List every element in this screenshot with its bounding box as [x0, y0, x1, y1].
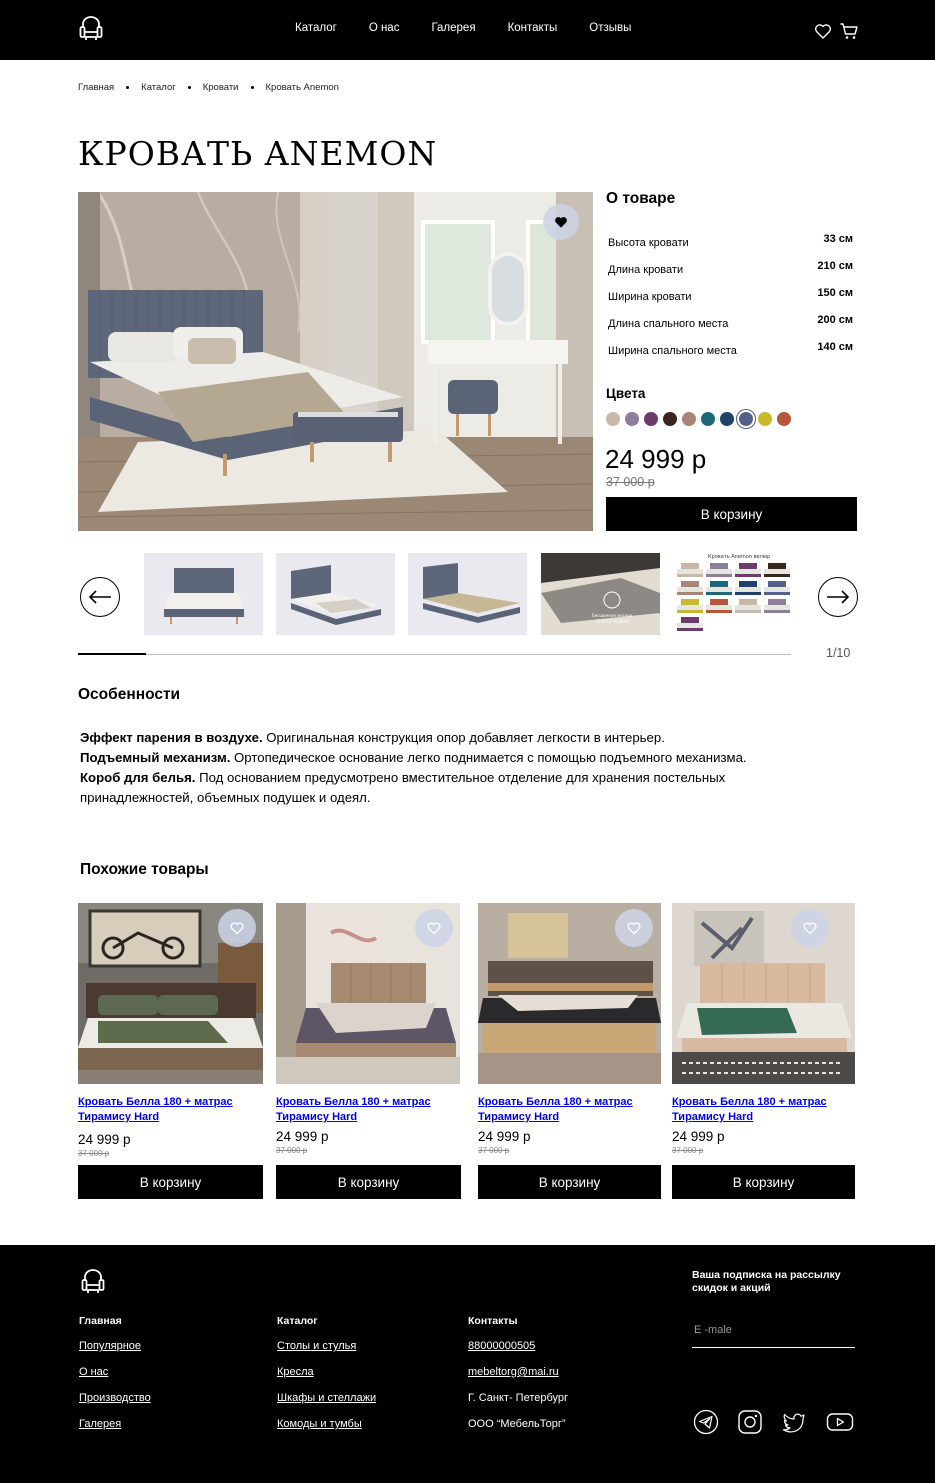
thumb-bed-base: [677, 610, 703, 613]
thumb-bed-base: [677, 592, 703, 595]
card-favorite-button[interactable]: [415, 909, 453, 947]
gallery-thumb-3[interactable]: [408, 553, 527, 635]
feature-item: [80, 728, 780, 748]
favorites-heart-icon[interactable]: [813, 21, 833, 41]
spec-value: 210 см: [817, 260, 853, 272]
nav-catalog[interactable]: Каталог: [295, 22, 337, 34]
thumb-bed-base: [735, 574, 761, 577]
color-swatch[interactable]: [625, 412, 639, 426]
gallery-thumb-5[interactable]: [673, 553, 792, 635]
color-swatches: [606, 412, 791, 426]
product-card: [478, 903, 661, 1199]
footer-email[interactable]: mebeltorg@mai.ru: [468, 1366, 559, 1378]
feature-text: Под основанием предусмотрено вместительное отделение для хранения постельных принадлежностей, объемных подушек и одеял.: [80, 770, 726, 805]
thumb-caption: Бесшумное мягкое: [591, 613, 633, 618]
footer-link[interactable]: Шкафы и стеллажи: [277, 1392, 377, 1404]
thumb-bed-base: [677, 628, 703, 631]
nav-contacts[interactable]: Контакты: [507, 22, 558, 34]
spec-label: Длина кровати: [608, 264, 684, 276]
heart-outline-icon: [626, 920, 642, 936]
heart-outline-icon: [802, 920, 818, 936]
card-old-price: 37 000 р: [478, 1146, 510, 1155]
thumb-caption: ЛЕГКАЯ УБОРКА: [595, 619, 629, 624]
subscribe-email-input[interactable]: [692, 1313, 855, 1348]
page-title: КРОВАТЬ ANEMON: [78, 134, 438, 173]
color-swatch[interactable]: [644, 412, 658, 426]
nav-about[interactable]: О нас: [368, 22, 400, 34]
card-old-price: 37 000 р: [276, 1146, 308, 1155]
footer-link[interactable]: Комоды и тумбы: [277, 1418, 362, 1430]
add-to-cart-button[interactable]: В корзину: [606, 497, 857, 531]
thumb-bed-headboard: [710, 599, 728, 605]
heart-outline-icon: [229, 920, 245, 936]
thumb-bed-base: [677, 574, 703, 577]
thumb-caption: Кровать Anemon велюр: [708, 554, 771, 560]
footer-contacts-heading: Контакты: [468, 1315, 518, 1327]
product-card: [78, 903, 263, 1199]
thumb-bed-base: [706, 610, 732, 613]
card-price: 24 999 р: [78, 1132, 131, 1147]
thumb-bed-headboard: [681, 581, 699, 587]
breadcrumb-beds[interactable]: Кровати: [202, 82, 239, 93]
breadcrumb-separator: [251, 86, 254, 89]
gallery-counter: 1/10: [826, 646, 851, 660]
breadcrumb-home[interactable]: Главная: [78, 82, 115, 93]
footer-phone[interactable]: 88000000505: [468, 1340, 536, 1352]
colors-title: Цвета: [606, 386, 646, 401]
card-product-name[interactable]: Кровать Белла 180 + матрас Тирамису Hard: [672, 1096, 827, 1123]
cart-icon[interactable]: [839, 21, 859, 41]
footer-link[interactable]: Галерея: [79, 1418, 122, 1430]
thumb-bed-headboard: [710, 581, 728, 587]
feature-heading: Эффект парения в воздухе.: [80, 730, 263, 745]
card-favorite-button[interactable]: [615, 909, 653, 947]
thumb-bed-base: [764, 610, 790, 613]
color-swatch[interactable]: [720, 412, 734, 426]
card-add-to-cart-button[interactable]: В корзину: [672, 1165, 855, 1199]
breadcrumb-catalog[interactable]: Каталог: [141, 82, 176, 93]
thumb-bed-headboard: [681, 599, 699, 605]
card-price: 24 999 р: [478, 1129, 531, 1144]
gallery-progress-fill: [78, 653, 146, 655]
card-add-to-cart-button[interactable]: В корзину: [276, 1165, 461, 1199]
footer-link[interactable]: О нас: [79, 1366, 109, 1378]
footer-catalog-link[interactable]: Каталог: [277, 1315, 318, 1327]
footer-link[interactable]: Кресла: [277, 1366, 314, 1378]
product-card: [672, 903, 855, 1199]
card-favorite-button[interactable]: [791, 909, 829, 947]
breadcrumb-separator: [188, 86, 191, 89]
breadcrumb-separator: [126, 86, 129, 89]
logo-armchair-icon[interactable]: [78, 16, 104, 42]
card-old-price: 37 000 р: [78, 1149, 110, 1158]
telegram-icon[interactable]: [693, 1409, 719, 1435]
main-nav: [295, 22, 663, 34]
thumb-bed-headboard: [739, 599, 757, 605]
product-main-image[interactable]: [78, 192, 593, 531]
thumb-bed-headboard: [739, 581, 757, 587]
card-product-name[interactable]: Кровать Белла 180 + матрас Тирамису Hard: [78, 1096, 233, 1123]
feature-item: [80, 768, 780, 808]
product-old-price: 37 000 р: [606, 475, 655, 489]
footer-link[interactable]: Производство: [79, 1392, 151, 1404]
nav-gallery[interactable]: Галерея: [431, 22, 476, 34]
card-price: 24 999 р: [276, 1129, 329, 1144]
thumb-bed-base: [735, 610, 761, 613]
favorite-toggle-button[interactable]: [543, 204, 579, 240]
thumb-bed-base: [764, 574, 790, 577]
card-add-to-cart-button[interactable]: В корзину: [78, 1165, 263, 1199]
instagram-icon[interactable]: [737, 1409, 763, 1435]
card-product-name[interactable]: Кровать Белла 180 + матрас Тирамису Hard: [276, 1096, 431, 1123]
color-swatch[interactable]: [663, 412, 677, 426]
spec-label: Ширина кровати: [608, 291, 692, 303]
heart-outline-icon: [426, 920, 442, 936]
thumb-bed-headboard: [681, 563, 699, 569]
breadcrumb: [78, 82, 339, 93]
color-swatch[interactable]: [701, 412, 715, 426]
product-price: 24 999 р: [605, 444, 707, 474]
arrow-right-icon: [826, 590, 850, 604]
footer-link[interactable]: Популярное: [79, 1340, 142, 1352]
gallery-prev-button[interactable]: [80, 577, 120, 617]
spec-value: 200 см: [817, 314, 853, 326]
spec-value: 140 см: [817, 341, 853, 353]
color-swatch[interactable]: [777, 412, 791, 426]
thumb-bed-base: [706, 574, 732, 577]
footer: [0, 1245, 935, 1483]
breadcrumb-current: Кровать Anemon: [265, 82, 339, 93]
gallery-thumb-1[interactable]: [144, 553, 263, 635]
spec-label: Высота кровати: [608, 237, 689, 249]
twitter-icon[interactable]: [781, 1409, 807, 1435]
card-price: 24 999 р: [672, 1129, 725, 1144]
gallery-progress-track: [78, 654, 791, 655]
thumb-bed-headboard: [768, 599, 786, 605]
similar-products-title: Похожие товары: [80, 861, 209, 878]
footer-company: ООО “МебельТорг”: [468, 1418, 566, 1430]
gallery-thumb-4[interactable]: [541, 553, 660, 635]
spec-label: Длина спального места: [608, 318, 729, 330]
thumb-bed-base: [706, 592, 732, 595]
footer-city: Г. Санкт- Петербург: [468, 1392, 569, 1404]
feature-heading: Подъемный механизм.: [80, 750, 231, 765]
about-product-title: О товаре: [606, 190, 676, 207]
spec-label: Ширина спального места: [608, 345, 737, 357]
features-title: Особенности: [78, 686, 181, 703]
thumb-bed-headboard: [710, 563, 728, 569]
spec-value: 150 см: [817, 287, 853, 299]
thumb-bed-base: [764, 592, 790, 595]
thumb-bed-headboard: [768, 581, 786, 587]
thumb-bed-headboard: [739, 563, 757, 569]
logo-armchair-icon[interactable]: [80, 1269, 106, 1295]
arrow-left-icon: [88, 590, 112, 604]
nav-reviews[interactable]: Отзывы: [589, 22, 632, 34]
color-swatch[interactable]: [606, 412, 620, 426]
card-product-name[interactable]: Кровать Белла 180 + матрас Тирамису Hard: [478, 1096, 633, 1123]
spec-value: 33 см: [823, 233, 853, 245]
subscribe-title: Ваша подписка на рассылку скидок и акций: [692, 1269, 841, 1294]
feature-item: [80, 748, 780, 768]
gallery-thumb-2[interactable]: [276, 553, 395, 635]
color-swatch[interactable]: [682, 412, 696, 426]
gallery-next-button[interactable]: [818, 577, 858, 617]
feature-text: Ортопедическое основание легко поднимается с помощью подъемного механизма.: [230, 750, 747, 765]
thumb-bed-headboard: [681, 617, 699, 623]
product-card: [276, 903, 460, 1199]
thumb-bed-headboard: [768, 563, 786, 569]
color-swatch[interactable]: [739, 412, 753, 426]
youtube-icon[interactable]: [826, 1409, 854, 1435]
feature-heading: Короб для белья.: [80, 770, 196, 785]
footer-link[interactable]: Столы и стулья: [277, 1340, 357, 1352]
heart-filled-icon: [553, 214, 569, 230]
card-old-price: 37 000 р: [672, 1146, 704, 1155]
card-add-to-cart-button[interactable]: В корзину: [478, 1165, 661, 1199]
card-favorite-button[interactable]: [218, 909, 256, 947]
features-list: [80, 728, 780, 808]
feature-text: Оригинальная конструкция опор добавляет легкости в интерьер.: [262, 730, 665, 745]
footer-home-link[interactable]: Главная: [79, 1315, 122, 1327]
header: [0, 0, 935, 60]
thumb-bed-base: [735, 592, 761, 595]
color-swatch[interactable]: [758, 412, 772, 426]
